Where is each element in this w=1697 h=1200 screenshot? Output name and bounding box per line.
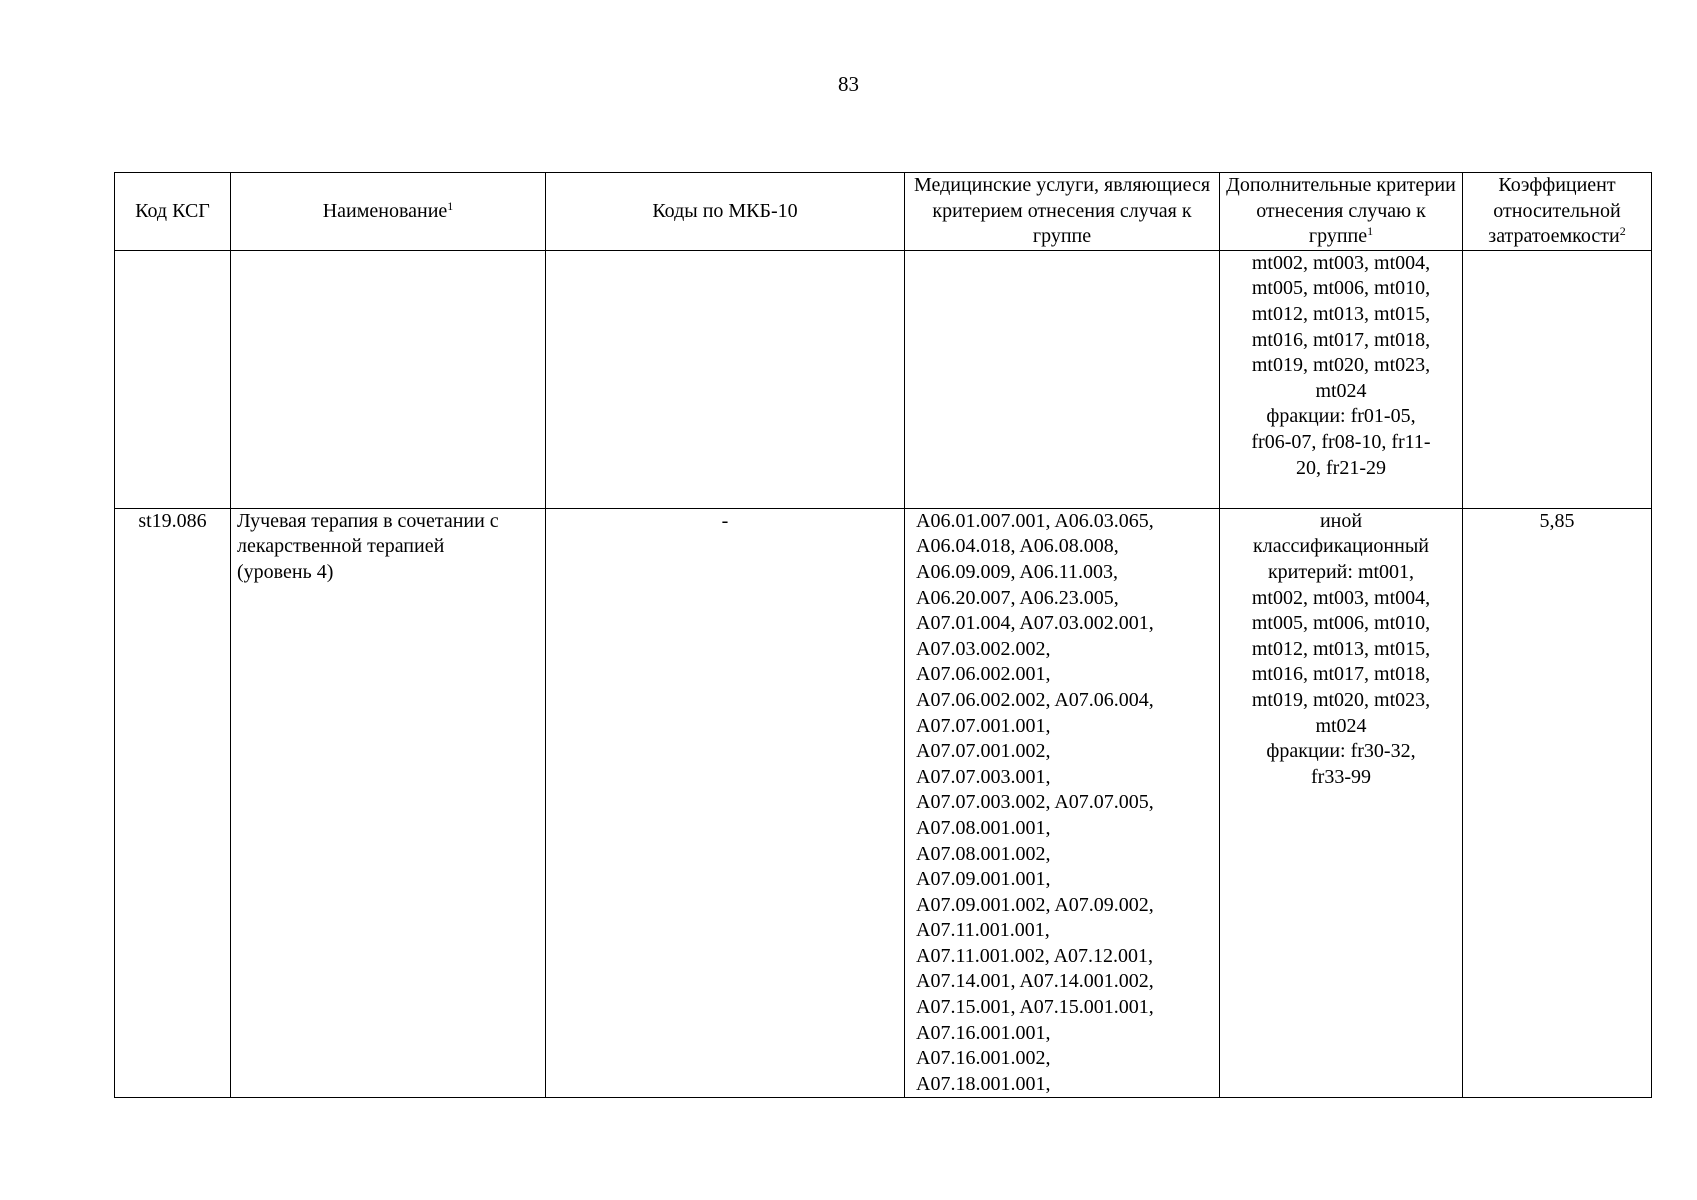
extra-line: mt005, mt006, mt010, [1251,277,1431,300]
service-line: A07.08.001.002, [916,842,1051,865]
cell-coefficient: 5,85 [1463,508,1652,1098]
header-name: Наименование$^1$ [231,173,546,251]
footnote-mark: 1 [447,198,454,213]
extra-line: mt002, mt003, mt004, [1251,251,1431,274]
service-line: A07.16.001.001, [916,1021,1051,1044]
header-coefficient: Коэффициент относительной затратоемкости$^2$ [1463,173,1652,251]
service-line: A07.03.002.002, [916,637,1051,660]
service-line: A07.11.001.002, A07.12.001, [916,944,1154,967]
service-line: A06.04.018, A06.08.008, [916,535,1119,558]
header-services: Медицинские услуги, являющиеся критерием отнесения случая к группе [905,173,1220,251]
cell-extra-criteria [1220,250,1463,508]
service-line: A07.07.001.002, [916,740,1051,763]
header-code: Код КСГ [115,173,231,251]
extra-line: mt005, mt006, mt010, [1251,612,1431,635]
extra-line: mt019, mt020, mt023, [1251,688,1431,711]
service-line: A07.06.002.002, A07.06.004, [916,688,1154,711]
ksg-table [114,172,1652,1098]
extra-line: критерий: mt001, [1267,560,1415,583]
service-line: A07.14.001, A07.14.001.002, [916,970,1154,993]
extra-line: mt019, mt020, mt023, [1251,354,1431,377]
extra-line: fr06-07, fr08-10, fr11- [1251,430,1431,453]
cell-services [905,250,1220,508]
cell-name [231,508,546,1098]
extra-line: 20, fr21-29 [1296,456,1386,479]
cell-extra-criteria [1220,508,1463,1098]
extra-line: фракции: fr30-32, [1266,740,1416,763]
cell-code: st19.086 [115,508,231,1098]
header-extra-criteria: Дополнительные критерии отнесения случаю к группе$^1$ [1220,173,1463,251]
service-line: A06.09.009, A06.11.003, [916,560,1119,583]
service-line: A07.01.004, A07.03.002.001, [916,612,1154,635]
extra-line: mt012, mt013, mt015, [1251,637,1431,660]
service-line: A07.15.001, A07.15.001.001, [916,996,1154,1019]
service-line: A07.11.001.001, [916,919,1050,942]
extra-line: классификационный [1253,535,1429,558]
page-number: 83 [838,72,859,96]
cell-name [231,250,546,508]
extra-line: иной [1319,509,1363,532]
footnote-mark: 1 [1367,224,1374,239]
service-line: A06.20.007, A06.23.005, [916,586,1119,609]
extra-line: mt002, mt003, mt004, [1251,586,1431,609]
name-line: (уровень 4) [237,560,334,583]
cell-coefficient [1463,250,1652,508]
cell-services [905,508,1220,1098]
table-header-row [115,173,1652,251]
name-line: Лучевая терапия в сочетании с [237,509,499,532]
service-line: A07.08.001.001, [916,816,1051,839]
cell-code [115,250,231,508]
cell-mkb: - [546,508,905,1098]
table-row [115,508,1652,1098]
service-line: A06.01.007.001, A06.03.065, [916,509,1154,532]
extra-line: mt024 [1315,714,1367,737]
extra-line: fr33-99 [1311,765,1371,788]
extra-line: mt016, mt017, mt018, [1251,328,1431,351]
header-mkb: Коды по МКБ-10 [546,173,905,251]
name-line: лекарственной терапией [237,535,445,558]
service-line: A07.07.003.002, A07.07.005, [916,791,1154,814]
footnote-mark: 2 [1619,224,1626,239]
service-line: A07.07.003.001, [916,765,1051,788]
service-line: A07.06.002.001, [916,663,1051,686]
table-row [115,250,1652,508]
extra-line: mt016, mt017, mt018, [1251,663,1431,686]
service-line: A07.09.001.002, A07.09.002, [916,893,1154,916]
service-line: A07.18.001.001, [916,1072,1051,1095]
extra-line: фракции: fr01-05, [1266,405,1416,428]
service-line: A07.09.001.001, [916,868,1051,891]
service-line: A07.16.001.002, [916,1047,1051,1070]
extra-line: mt024 [1315,379,1367,402]
extra-line: mt012, mt013, mt015, [1251,302,1431,325]
cell-mkb [546,250,905,508]
service-line: A07.07.001.001, [916,714,1051,737]
